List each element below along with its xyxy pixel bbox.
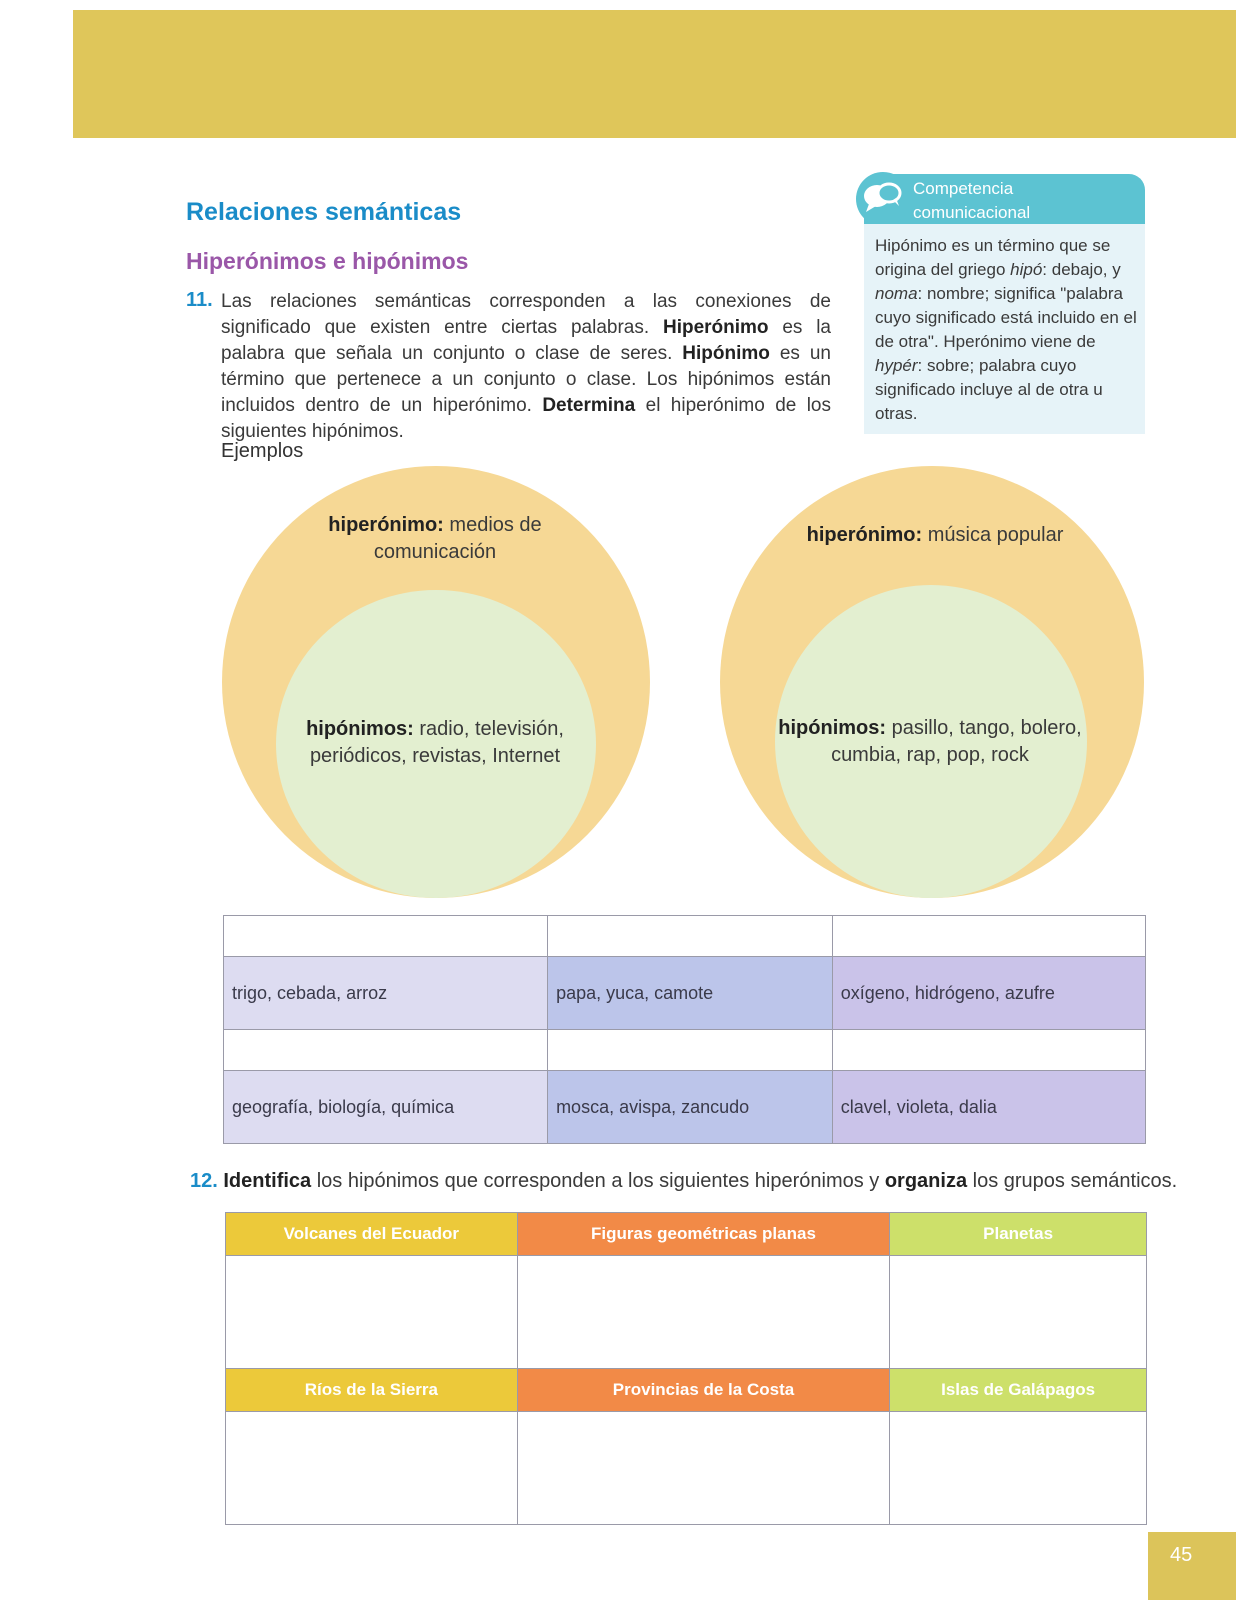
answer-cell[interactable] xyxy=(517,1412,890,1525)
answer-cell[interactable] xyxy=(548,916,833,957)
hyperonym-table xyxy=(223,915,1146,1144)
answer-cell[interactable] xyxy=(890,1412,1147,1525)
hyperonym-label-1: hiperónimo: medios de comunicación xyxy=(328,514,542,563)
note-title: Competencia comunicacional xyxy=(913,179,1031,222)
hyperonym-label-2: hiperónimo: música popular xyxy=(806,524,1064,546)
note-body xyxy=(864,224,1145,434)
group-header: Planetas xyxy=(890,1213,1147,1256)
semantic-groups-table xyxy=(225,1212,1147,1525)
group-header: Islas de Galápagos xyxy=(890,1369,1147,1412)
examples-label: Ejemplos xyxy=(221,440,304,462)
exercise-12-number: 12. xyxy=(190,1170,218,1192)
note-text: Hipónimo es un término que se origina del griego hipó: debajo, y noma: nombre; significa "palabra cuyo significado está incluido en el de otra". Hperónimo viene de hypér: sobre; palabra cuyo significado incluye al de otra u otras. xyxy=(875,236,1137,423)
competencia-note xyxy=(864,174,1145,434)
hyponym-cell: mosca, avispa, zancudo xyxy=(548,1071,833,1144)
hyponym-cell: oxígeno, hidrógeno, azufre xyxy=(832,957,1145,1030)
answer-cell[interactable] xyxy=(517,1256,890,1369)
page-number-badge xyxy=(1148,1532,1236,1600)
section-title: Relaciones semánticas xyxy=(186,198,462,226)
group-header: Provincias de la Costa xyxy=(517,1369,890,1412)
header-band xyxy=(73,10,1236,138)
answer-cell[interactable] xyxy=(226,1412,518,1525)
hyponym-cell: trigo, cebada, arroz xyxy=(224,957,548,1030)
answer-cell[interactable] xyxy=(226,1256,518,1369)
page-number: 45 xyxy=(1170,1544,1193,1566)
exercise-11-number: 11. xyxy=(186,289,213,311)
subsection-title: Hiperónimos e hipónimos xyxy=(186,248,469,274)
answer-cell[interactable] xyxy=(224,916,548,957)
exercise-12-text: 12. Identifica los hipónimos que corresponden a los siguientes hiperónimos y organiza los grupos semánticos. xyxy=(190,1170,1178,1192)
note-icon-badge xyxy=(856,172,910,226)
hyponym-label-1: hipónimos: radio, televisión, periódicos, revistas, Internet xyxy=(306,718,564,767)
hyponym-cell: geografía, biología, química xyxy=(224,1071,548,1144)
group-header: Figuras geométricas planas xyxy=(517,1213,890,1256)
hyponym-cell: clavel, violeta, dalia xyxy=(832,1071,1145,1144)
group-header: Volcanes del Ecuador xyxy=(226,1213,518,1256)
exercise-11-text: Las relaciones semánticas corresponden a las conexiones de significado que existen entre ciertas palabras. Hiperónimo es la palabra que señala un conjunto o clase de seres. Hipónimo es un término que pertenece a un conjunto o clase. Los hipónimos están incluidos dentro de un hiperónimo. Determina el hiperónimo de los siguientes hipónimos. xyxy=(221,291,832,442)
hyponym-cell: papa, yuca, camote xyxy=(548,957,833,1030)
answer-cell[interactable] xyxy=(224,1030,548,1071)
answer-cell[interactable] xyxy=(890,1256,1147,1369)
hyponym-label-2: hipónimos: pasillo, tango, bolero, cumbia, rap, pop, rock xyxy=(778,717,1082,766)
answer-cell[interactable] xyxy=(832,1030,1145,1071)
answer-cell[interactable] xyxy=(832,916,1145,957)
group-header: Ríos de la Sierra xyxy=(226,1369,518,1412)
answer-cell[interactable] xyxy=(548,1030,833,1071)
speech-bubbles-icon xyxy=(859,175,907,223)
